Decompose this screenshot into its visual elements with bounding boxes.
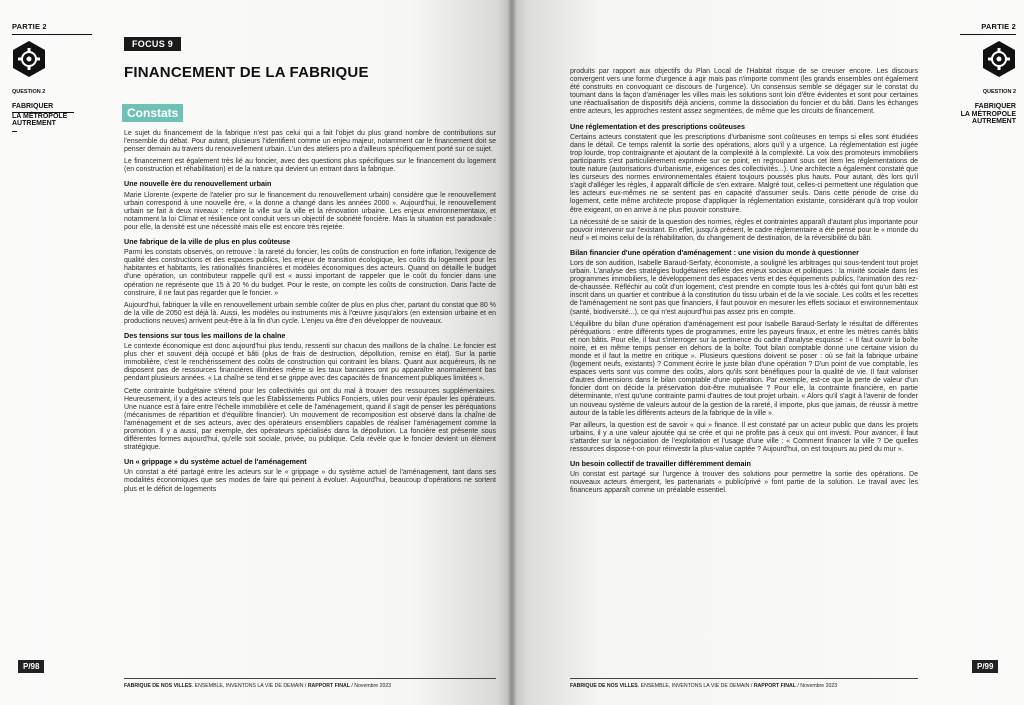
paragraph: Marie Llorente (experte de l'atelier pro sur le financement du renouvellement urbain) considère que le renouvellement urbain correspond à une nouvelle ère, « la donne a changé dans les années 2000 ». Aujourd'hui, le renouvellement urbain se fait à deux niveaux : refaire la ville sur la ville et la rénovation urbaine. Les enjeux environnementaux, et notamment la loi Climat et résilience ont conduit vers un objectif de sobriété foncière. Mais la situation est paradoxale : pour elle, la densité est une nécessité mais elle est encore très rejetée. xyxy=(124,191,496,231)
paragraph: Un constat est partagé sur l'urgence à trouver des solutions pour permettre la sortie des opérations. De nouveaux acteurs émergent, les partenariats « public/privé » font partie de la solution. Le travail avec les financeurs apparaît comme un préalable essentiel. xyxy=(570,471,918,495)
footer-brand: FABRIQUE DE NOS VILLES xyxy=(570,683,638,689)
footer xyxy=(124,683,391,689)
section-heading: Des tensions sur tous les maillons de la chaîne xyxy=(124,330,286,340)
paragraph: Lors de son audition, Isabelle Baraud-Serfaty, économiste, a souligné les arbitrages qui sous-tendent tout projet urbain. L'analyse des stratégies budgétaires reflète des enjeux sociaux et politiques : la mixité sociale dans les programmes immobiliers, le développement des espaces verts et des équipements publics, l'animation des rez-de-chaussée. Réfléchir au coût d'un logement, c'est prendre en compte tous les à-côtés qui font qu'un bâti est inscrit dans un quartier et contribue à la constitution du tissu urbain et de la vie sociale. Les coûts et les recettes de l'aménagement ne sont pas que financiers, il faut pouvoir en mesurer les effets sociaux et environnementaux (santé, biodiversité...), ce qui n'est aujourd'hui pas assez pris en compte. xyxy=(570,259,918,316)
partie-label: PARTIE 2 xyxy=(12,22,47,31)
footer-divider xyxy=(124,678,496,679)
section-heading: Une fabrique de la ville de plus en plus coûteuse xyxy=(124,237,291,247)
footer-tagline: . ENSEMBLE, INVENTONS LA VIE DE DEMAIN / xyxy=(637,683,754,689)
left-sidebar xyxy=(12,22,92,132)
footer-date: / Novembre 2023 xyxy=(795,683,838,689)
partie-label: PARTIE 2 xyxy=(981,22,1016,31)
right-sidebar xyxy=(960,22,1016,126)
paragraph: Le financement est également très lié au foncier, avec des questions plus spécifiques sur le financement du logement (en construction et réhabilitation) et de la nature qui devient un entrant dans la fabrique. xyxy=(124,158,496,174)
question-label: QUESTION 2 xyxy=(982,89,1016,95)
question-title-line: AUTREMENT xyxy=(12,120,56,127)
divider xyxy=(960,34,1016,35)
paragraph: Parmi les constats observés, on retrouve : la rareté du foncier, les coûts de construction en forte inflation, l'exigence de qualité des constructions et des espaces publics, les enjeux de transition écologique, les coûts du logement pour les habitantes et habitants, les rationalités financières et modèles économiques des acteurs. Quand on détaille le budget d'une opération, un contributeur rappelle qu'il est « aussi important de rappeler que le coût du foncier dans une opération ne représente que 15 à 20 % du budget. Pour le reste, on compte les coûts de construction. Dans l'acte de construire, il ne faut pas regarder que le foncier. » xyxy=(124,249,496,297)
footer-report: RAPPORT FINAL xyxy=(307,683,350,689)
question-title-line: AUTREMENT xyxy=(972,118,1016,125)
right-body xyxy=(570,68,918,500)
footer-brand: FABRIQUE DE NOS VILLES xyxy=(124,683,192,689)
section-heading: Un « grippage » du système actuel de l'aménagement xyxy=(124,457,307,467)
hexagon-logo-icon xyxy=(12,40,46,78)
left-body xyxy=(124,130,496,498)
paragraph: Un constat a été partagé entre les acteurs sur le « grippage » du système actuel de l'aménagement, tant dans ses modalités économiques que ses modes de faire qui peinent à évoluer. Aujourd'hui, beaucoup d'opérations ne sortent plus et le déficit de logements xyxy=(124,469,496,493)
question-title-line: FABRIQUER xyxy=(12,103,74,113)
focus-badge: FOCUS 9 xyxy=(124,37,181,51)
question-label: QUESTION 2 xyxy=(12,89,46,95)
divider xyxy=(12,34,92,35)
paragraph: L'équilibre du bilan d'une opération d'aménagement est pour Isabelle Baraud-Serfaty le résultat de différentes péréquations : entre différents types de programmes, entre les payeurs finaux, et entre les mètres carrés bâtis et non bâtis. Pour elle, il faut s'interroger sur la pertinence du cadre d'analyse esquissé : « Il faut ouvrir la boîte noire, et en même temps penser en dehors de la boîte. Tout bilan comptable donne une certaine vision du monde et il faut la mettre en critique ». Plusieurs questions doivent se poser : où se fait la fabrique urbaine (logement neufs, existants) ? Comment écrire le juste bilan d'une opération ? D'un point de vue comptable, les espaces verts sont vus comme des coûts, alors qu'ils sont bénéfiques pour la qualité de vie. Il faut valoriser d'autres dimensions dans le bilan comptable d'une opération. Par exemple, est-ce que la perte de valeur d'un foncier dont on décide la préservation doit-être mutualisée ? Pour elle, la contrainte financière, en partie déterminante, n'est qu'une contrainte parmi d'autres de tout projet urbain. « Alors qu'il s'agit à l'avenir de fonder un nouveau système de valeurs autour de la gestion de la rareté, il importe, plus que jamais, de réussir à mettre autour de la table les différents acteurs de la fabrique de la ville ». xyxy=(570,320,918,417)
question-title xyxy=(12,103,92,128)
right-page xyxy=(512,0,1024,705)
paragraph: Par ailleurs, la question est de savoir « qui » finance. Il est constaté par un acteur public que dans les projets urbains, il y a une valeur ajoutée qui se crée et qui ne profite pas à ceux qui ont investi. Pour avancer, il faut s'attarder sur la négociation de l'exploitation et l'usage d'une ville : « Comment financer la ville ? De quelles ressources dispose-t-on pour réinvestir la plus-value captée ? Aujourd'hui, on est toujours au pied du mur ». xyxy=(570,421,918,454)
paragraph: Le sujet du financement de la fabrique n'est pas celui qui a fait l'objet du plus grand nombre de contributions sur l'ensemble du débat. Pour autant, plusieurs l'identifient comme un enjeu majeur, notamment car le financement doit se penser demain au travers du renouvellement urbain. L'un des ateliers pro a d'ailleurs spécifiquement porté sur ce sujet. xyxy=(124,130,496,154)
page-title: FINANCEMENT DE LA FABRIQUE xyxy=(124,64,369,81)
section-tag: Constats xyxy=(122,104,183,122)
footer-report: RAPPORT FINAL xyxy=(753,683,796,689)
section-heading: Un besoin collectif de travailler différemment demain xyxy=(570,459,751,469)
page-number: P/99 xyxy=(972,660,998,673)
paragraph: Cette contrainte budgétaire s'étend pour les collectivités qui ont du mal à trouver des ressources supplémentaires. Heureusement, il y a des acteurs tels que les Établissements Publics Fonciers, utiles pour venir épauler les opérateurs. Une nuance est à faire entre l'échelle immobilière et celle de l'aménagement, quand il s'agit de penser les péréquations (mécanismes de répartition et d'équilibre financier). Un mouvement de recomposition est observé dans la chaîne de l'aménagement et de ses acteurs, avec des opérateurs ensembliers capables de réaliser l'aménagement comme la promotion. Il y a aussi, par exemple, des opérateurs spécialisés dans la dépollution. La foncière est présente sous différentes formes aujourd'hui, qu'elle soit sociale, privée, ou publique. Cela révèle que le foncier devient un élément stratégique. xyxy=(124,387,496,452)
footer-divider xyxy=(570,678,918,679)
hexagon-logo-icon xyxy=(982,40,1016,78)
footer xyxy=(570,683,837,689)
paragraph: Aujourd'hui, fabriquer la ville en renouvellement urbain semble coûter de plus en plus cher, partant du constat que 80 % de la ville de 2050 est déjà là. Aussi, les modèles ou instruments mis à l'œuvre jusqu'alors (en extension urbaine et en productions neuves) arrivent peut-être à la fin d'un cycle. L'enjeu va être d'en développer de nouveaux. xyxy=(124,301,496,325)
section-heading: Bilan financier d'une opération d'aménagement : une vision du monde à questionner xyxy=(570,247,859,257)
paragraph: Certains acteurs constatent que les prescriptions d'urbanisme sont coûteuses en temps si elles sont étudiées dans le détail. Ce temps ralentit la sortie des opérations, alors qu'il y a urgence. La réglementation est jugée trop lourde, trop contraignante et ajoutant de la complexité à la complexité. La voix des promoteurs immobiliers participants s'est particulièrement exprimée sur ce point, en regroupant sous cet item les réglementations de toute nature (autorisations d'urbanisme, exigences des collectivités...). Une architecte a également constaté que les curseurs des normes environnementales étaient toujours poussés plus hauts. Pour autant, dès lors qu'il s'agit d'alléger les règles, il apparaît difficile de s'en extraire. Malgré tout, celles-ci permettent une régulation que les acteurs eux-mêmes ne se sentent pas en capacité d'assumer seuls. Dans cette période de crise du logement, cette même architecte propose d'appliquer la réglementation existante, considérant qu'à trop vouloir être exigeant, on en arrive à ne plus pouvoir construire. xyxy=(570,133,918,214)
question-title-line: FABRIQUER xyxy=(974,103,1016,110)
paragraph: La nécessité de se saisir de la question des normes, règles et contraintes apparaît d'autant plus importante pour pouvoir intervenir sur l'existant. En effet, jusqu'à présent, le cadre réglementaire a été pensé pour le « monde du neuf » et moins celui de la réhabilitation, du changement de destination, de la réversibilité du bâti. xyxy=(570,218,918,242)
page-number: P/98 xyxy=(18,660,44,673)
footer-date: / Novembre 2023 xyxy=(349,683,392,689)
question-title-line: LA MÉTROPOLE xyxy=(12,112,68,120)
paragraph: Le contexte économique est donc aujourd'hui plus tendu, ressenti sur chacun des maillons de la chaîne. Le foncier est plus cher et souvent déjà occupé et bâti (plus de frais de destruction, dépollution, remise en état). Sur la partie immobilière, c'est le renchérissement des coûts de construction qui contraint les bilans. Quant aux acquéreurs, ils ne disposent pas de ressources financières illimitées même si les taux bancaires ont pu apparaître anormalement bas pendant plusieurs années. « La chaîne se tend et se grippe avec des capacités de financement publiques limitées ». xyxy=(124,343,496,383)
question-title-line: LA MÉTROPOLE xyxy=(960,110,1016,118)
divider xyxy=(12,131,17,132)
section-heading: Une réglementation et des prescriptions coûteuses xyxy=(570,121,745,131)
paragraph: produits par rapport aux objectifs du Plan Local de l'Habitat risque de se creuser encore. Les discours convergent vers une forme d'urgence à agir mais pas n'importe comment (les grands ensembles ont également été construits en convoquant ce discours de l'urgence). Un consensus semble se dégager sur le constat du tournant dans la façon d'aménager les villes mais les solutions sont loin d'être évidentes et sont pour certaines une réactualisation de dispositifs déjà anciens, comme la dissociation du foncier et du bâti. Dans les échanges entre acteurs, les approches restent assez segmentées, de même que les circuits de financement. xyxy=(570,68,918,116)
book-gutter xyxy=(508,0,516,705)
section-heading: Une nouvelle ère du renouvellement urbain xyxy=(124,179,272,189)
question-title xyxy=(960,103,1016,126)
footer-tagline: . ENSEMBLE, INVENTONS LA VIE DE DEMAIN / xyxy=(191,683,308,689)
